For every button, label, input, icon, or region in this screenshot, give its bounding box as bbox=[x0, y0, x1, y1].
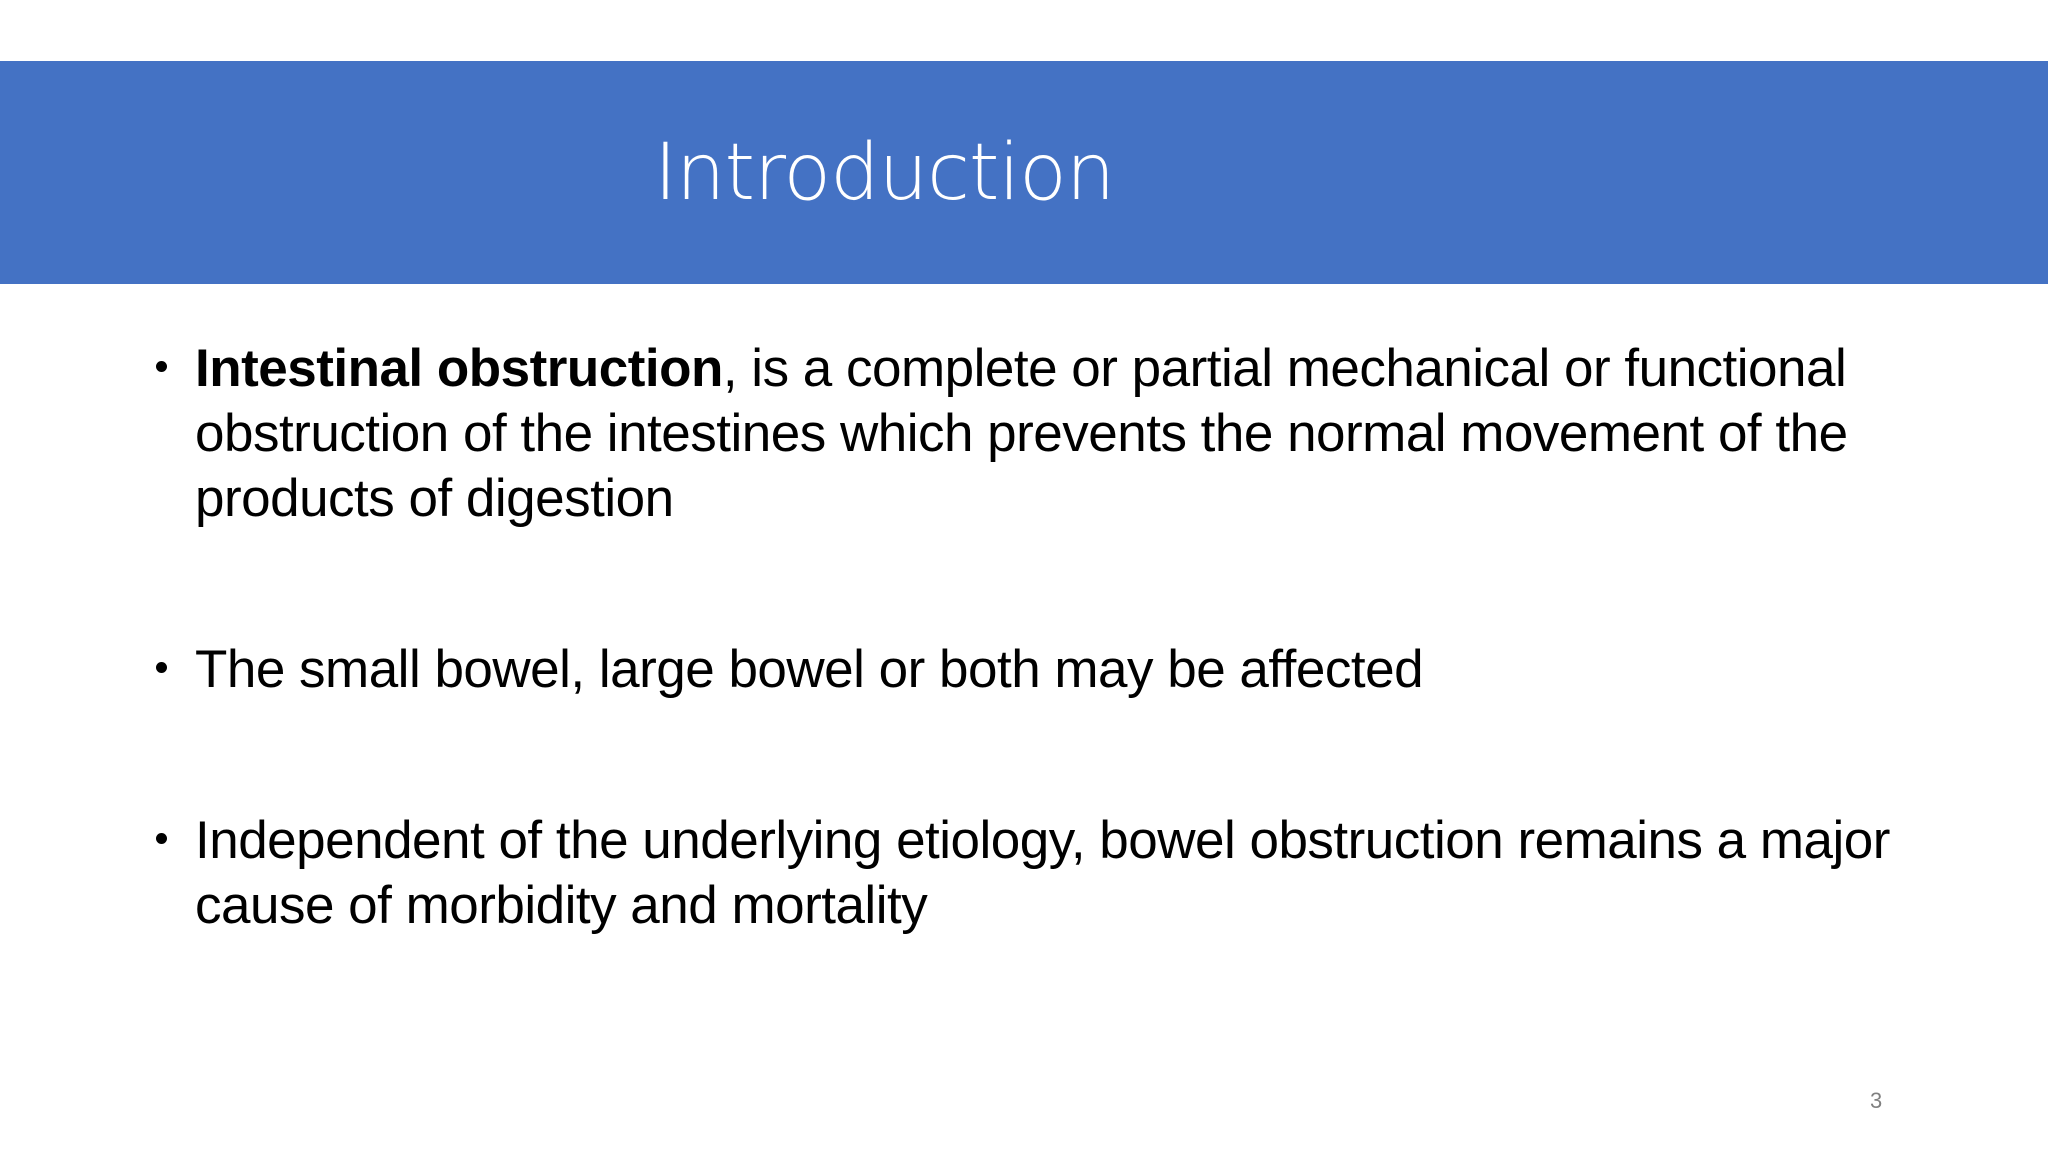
bullet-item bbox=[150, 336, 1950, 531]
slide-title: Introduction bbox=[654, 128, 1115, 218]
bullet-icon bbox=[156, 833, 167, 844]
bullet-item bbox=[150, 637, 1950, 702]
bullet-text: The small bowel, large bowel or both may be affected bbox=[195, 640, 1424, 699]
bullet-list bbox=[150, 336, 1950, 938]
page-number: 3 bbox=[1870, 1088, 1883, 1113]
bullet-icon bbox=[156, 662, 167, 673]
bullet-term: Intestinal obstruction bbox=[195, 339, 723, 398]
bullet-icon bbox=[156, 361, 167, 372]
bullet-item bbox=[150, 808, 1950, 938]
bullet-text: Independent of the underlying etiology, bowel obstruction remains a major cause of morbidity and mortality bbox=[195, 811, 1890, 935]
bullet-text: , is a complete or partial mechanical or functional obstruction of the intestines which prevents the normal movement of the products of digestion bbox=[195, 339, 1848, 528]
